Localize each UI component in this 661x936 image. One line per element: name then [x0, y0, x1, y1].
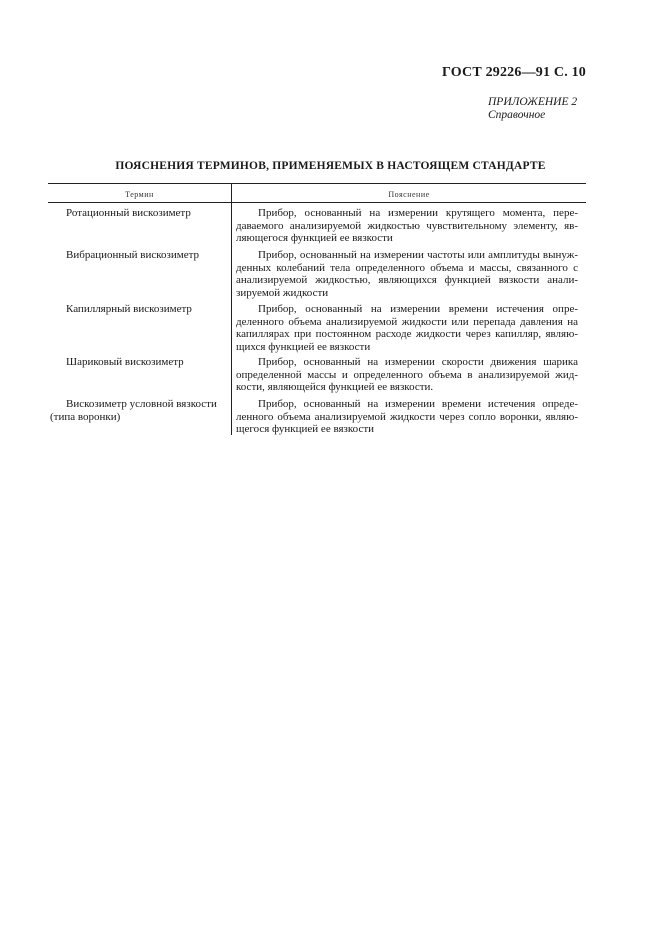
table-row-explanation: Прибор, основанный на измерении частоты или амплитуды вынуж- денных колебаний тела определенного объема и массы, связанного с анализируемой жидкостью, являющихся функцией вязкости анали- зируемой жидкости: [236, 249, 578, 300]
table-row-term: Капиллярный вискозиметр: [66, 303, 192, 315]
appendix-number: ПРИЛОЖЕНИЕ 2: [488, 96, 578, 108]
page-title: ПОЯСНЕНИЯ ТЕРМИНОВ, ПРИМЕНЯЕМЫХ В НАСТОЯЩЕМ СТАНДАРТЕ: [115, 160, 546, 172]
column-header-term: Термин: [125, 190, 154, 199]
table-row-explanation: Прибор, основанный на измерении времени истечения опреде- ленного объема анализируемой жидкости через сопло воронки, являю- щегося функцией ее вязкости: [236, 398, 578, 436]
table-top-rule: [48, 183, 586, 184]
table-header-rule: [48, 202, 586, 203]
table-row-explanation: Прибор, основанный на измерении скорости движения шарика определенной массы и определенного объема в анализируемой жид- кости, являющейся функцией ее вязкости.: [236, 356, 578, 394]
table-row-term: Вискозиметр условной вязкости (типа воронки): [50, 398, 217, 423]
appendix-type: Справочное: [488, 109, 546, 121]
page-number: ГОСТ 29226—91 С. 10: [442, 65, 586, 80]
table-row-explanation: Прибор, основанный на измерении времени истечения опре- деленного объема анализируемой жидкости или перепада давления на капиллярах при постоянном расходе жидкости через капилляр, являю- щихся функцией ее вязкости: [236, 303, 578, 354]
column-divider: [231, 183, 232, 435]
table-row-term: Шариковый вискозиметр: [66, 356, 184, 368]
table-row-term: Ротационный вискозиметр: [66, 207, 191, 219]
column-header-explanation: Пояснение: [388, 190, 430, 199]
table-row-term: Вибрационный вискозиметр: [66, 249, 200, 261]
appendix-label: [488, 96, 608, 122]
table-row-explanation: Прибор, основанный на измерении крутящего момента, пере- даваемого анализируемой жидкостью чувствительному элементу, яв- ляющегося функцией ее вязкости: [236, 207, 578, 245]
